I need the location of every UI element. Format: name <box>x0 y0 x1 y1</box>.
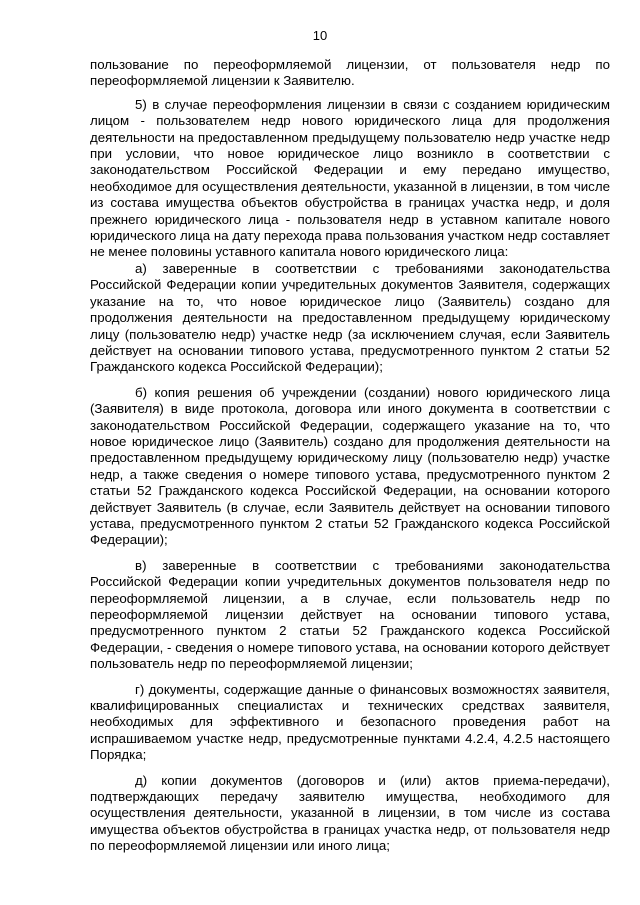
paragraph-item-5: 5) в случае переоформления лицензии в связи с созданием юридическим лицом - пользователем недр нового юридического лица для продолжения деятельности на предоставленном предыдущему пользователю недр участке недр при условии, что новое юридическое лицо возникло в соответствии с законодательством Российской Федерации и ему передано имущество, необходимое для осуществления деятельности, указанной в лицензии, в том числе из состава имущества объектов обустройства в границах участка недр, и доля прежнего юридического лица - пользователя недр в уставном капитале нового юридического лица на дату перехода права пользования участком недр составляет не менее половины уставного капитала нового юридического лица: <box>90 96 610 260</box>
paragraph-subitem-b: б) копия решения об учреждении (создании) нового юридического лица (Заявителя) в виде протокола, договора или иного документа в соответствии с законодательством Российской Федерации, содержащего указание на то, что новое юридическое лицо (Заявитель) создано для продолжения деятельности на предоставленном предыдущему юридическому лицу (пользователю недр) участке недр, а также сведения о номере типового устава, предусмотренного пунктом 2 статьи 52 Гражданского кодекса Российской Федерации, на основании которого действует Заявитель (в случае, если Заявитель действует на основании типового устава, предусмотренного пунктом 2 статьи 52 Гражданского кодекса Российской Федерации); <box>90 384 610 548</box>
document-body <box>90 57 610 855</box>
paragraph-subitem-d: д) копии документов (договоров и (или) актов приема-передачи), подтверждающих передачу заявителю имущества, необходимого для осуществления деятельности, указанной в лицензии, в том числе из состава имущества объектов обустройства в границах участка недр, от пользователя недр по переоформляемой лицензии или иного лица; <box>90 772 610 854</box>
paragraph-subitem-v: в) заверенные в соответствии с требованиями законодательства Российской Федерации копии учредительных документов пользователя недр по переоформляемой лицензии, а в случае, если пользователь недр по переоформляемой лицензии действует на основании типового устава, предусмотренного пунктом 2 статьи 52 Гражданского кодекса Российской Федерации, - сведения о номере типового устава, на основании которого действует пользователь недр по переоформляемой лицензии; <box>90 557 610 672</box>
page-number: 10 <box>312 28 328 43</box>
paragraph-subitem-g: г) документы, содержащие данные о финансовых возможностях заявителя, квалифицированных специалистах и технических средствах заявителя, необходимых для эффективного и безопасного проведения работ на испрашиваемом участке недр, предусмотренные пунктами 4.2.4, 4.2.5 настоящего Порядка; <box>90 681 610 763</box>
paragraph-subitem-a: а) заверенные в соответствии с требованиями законодательства Российской Федерации копии учредительных документов Заявителя, содержащих указание на то, что новое юридическое лицо (Заявитель) создано для продолжения деятельности на предоставленном предыдущему юридическому лицу (пользователю недр) участке недр (за исключением случая, если Заявитель действует на основании типового устава, предусмотренного пунктом 2 статьи 52 Гражданского кодекса Российской Федерации); <box>90 260 610 375</box>
paragraph-continuation: пользование по переоформляемой лицензии, от пользователя недр по переоформляемой лицензии к Заявителю. <box>90 57 610 89</box>
